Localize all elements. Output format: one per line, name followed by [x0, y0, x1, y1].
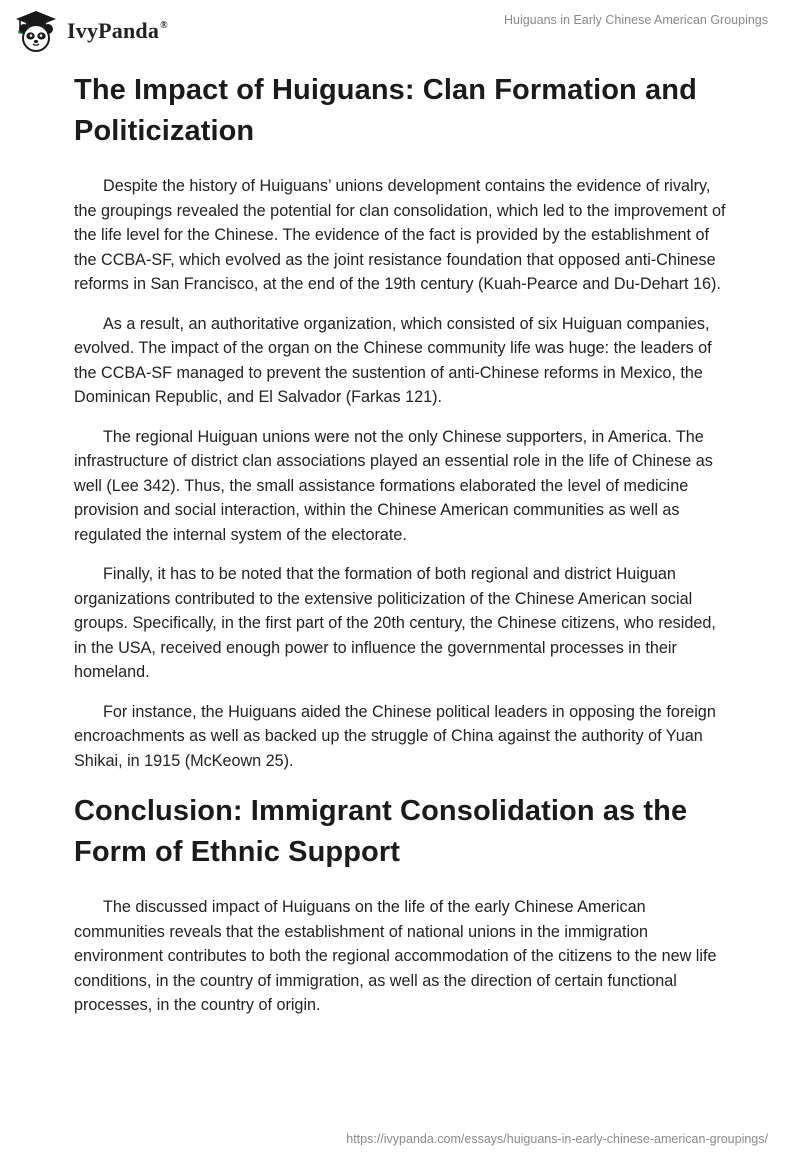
document-title: Huiguans in Early Chinese American Groupings: [503, 13, 768, 27]
paragraph: As a result, an authoritative organization, which consisted of six Huiguan companies, evolved. The impact of the organ on the Chinese community life was huge: the leaders of the CCBA-SF managed to prevent the sustention of anti-Chinese reforms in Mexico, the Dominican Republic, and El Salvador (Farkas 121).: [74, 314, 712, 406]
panda-graduate-icon: [14, 9, 58, 53]
section-heading-conclusion: Conclusion: Immigrant Consolidation as the Form of Ethnic Support: [74, 795, 688, 868]
paragraph: Finally, it has to be noted that the formation of both regional and district Huiguan organizations contributed to the extensive politicization of the Chinese American social groups. Specifically, in the first part of the 20th century, the Chinese citizens, who resided, in the USA, received enough power to influence the governmental processes in their homeland.: [74, 565, 716, 681]
paragraph: The regional Huiguan unions were not the only Chinese supporters, in America. The infrastructure of district clan associations played an essential role in the life of Chinese as well (Lee 342). Thus, the small assistance formations elaborated the level of medicine provision and social interaction, within the Chinese American communities as well as regulated the internal system of the electorate.: [74, 427, 713, 544]
essay-content: [74, 70, 726, 1033]
section-heading-impact: The Impact of Huiguans: Clan Formation and Politicization: [74, 74, 697, 147]
paragraph: Despite the history of Huiguans’ unions development contains the evidence of rivalry, the groupings revealed the potential for clan consolidation, which led to the improvement of the life level for the Chinese. The evidence of the fact is provided by the establishment of the CCBA-SF, which evolved as the joint resistance foundation that opposed anti-Chinese reforms in San Francisco, at the end of the 19th century (Kuah-Pearce and Du-Dehart 16).: [74, 177, 726, 293]
paragraph: The discussed impact of Huiguans on the life of the early Chinese American communities reveals that the establishment of national unions in the immigration environment contributes to both the regional accommodation of the citizens to the new life conditions, in the country of immigration, as well as the direction of certain functional processes, in the country of origin.: [74, 898, 717, 1014]
ivypanda-logo[interactable]: [14, 9, 168, 53]
page-header: [0, 0, 800, 64]
paragraph: For instance, the Huiguans aided the Chinese political leaders in opposing the foreign encroachments as well as backed up the struggle of China against the authority of Yuan Shikai, in 1915 (McKeown 25).: [74, 702, 716, 770]
source-url-link[interactable]: https://ivypanda.com/essays/huiguans-in-early-chinese-american-groupings/: [346, 1132, 768, 1146]
brand-name: IvyPanda®: [67, 18, 168, 43]
